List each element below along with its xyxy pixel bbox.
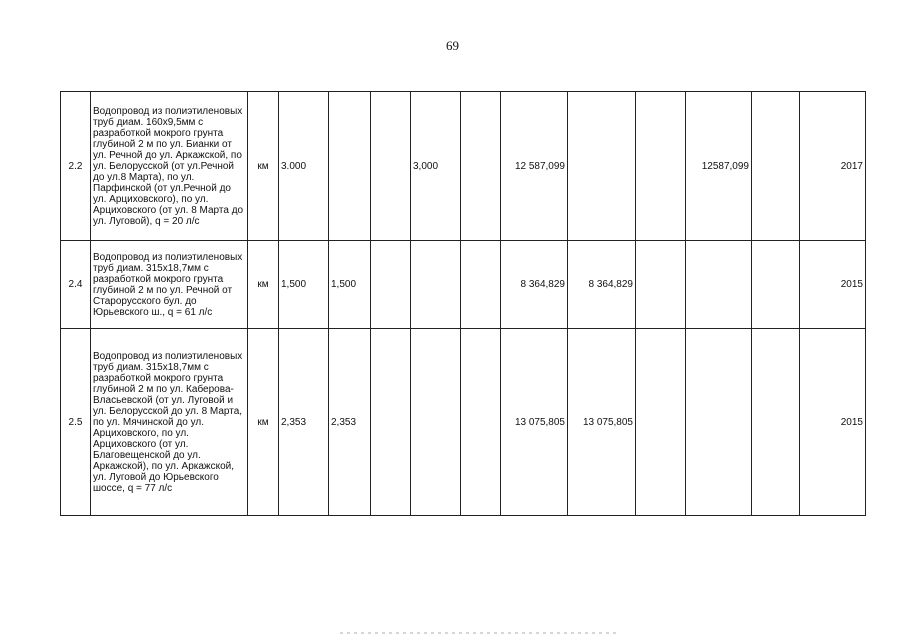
cost-a: 13 075,805: [568, 329, 636, 516]
completion-year: 2015: [800, 241, 866, 329]
cost-a: [568, 92, 636, 241]
cost-total: 12 587,099: [501, 92, 568, 241]
spacer-cell: [461, 329, 501, 516]
cost-total: 8 364,829: [501, 241, 568, 329]
cost-c: [686, 329, 752, 516]
quantity-a: 2,353: [329, 329, 371, 516]
work-description: Водопровод из полиэтиленовых труб диам. 315х18,7мм с разработкой мокрого грунта глубиной 2 м по ул. Речной от Старорусского бул. до Юрьевского ш., q = 61 л/с: [91, 241, 248, 329]
cost-b: [636, 92, 686, 241]
table-row: [61, 241, 866, 329]
unit-cell: км: [248, 92, 279, 241]
cost-d: [752, 329, 800, 516]
quantity-a: 1,500: [329, 241, 371, 329]
quantity-c: 3,000: [411, 92, 461, 241]
works-table: [60, 91, 866, 516]
quantity-a: [329, 92, 371, 241]
quantity-b: [371, 241, 411, 329]
page-number: 69: [446, 38, 459, 53]
table-row: [61, 92, 866, 241]
cost-a: 8 364,829: [568, 241, 636, 329]
unit-cell: км: [248, 329, 279, 516]
spacer-cell: [461, 241, 501, 329]
scan-artifact: [340, 632, 620, 634]
work-description: Водопровод из полиэтиленовых труб диам. 160х9,5мм с разработкой мокрого грунта глубиной 2 м по ул. Бианки от ул. Речной до ул. Аркажской, по ул. Белорусской (от ул.Речной до ул.8 Марта), по ул. Парфинской (от ул.Речной до ул. Арциховского), по ул. Арциховского (от ул. 8 Марта до ул. Луговой), q = 20 л/с: [91, 92, 248, 241]
quantity-total: 1,500: [279, 241, 329, 329]
cost-c: 12587,099: [686, 92, 752, 241]
row-number: 2.4: [61, 241, 91, 329]
cost-b: [636, 241, 686, 329]
completion-year: 2017: [800, 92, 866, 241]
quantity-b: [371, 329, 411, 516]
row-number: 2.2: [61, 92, 91, 241]
completion-year: 2015: [800, 329, 866, 516]
unit-cell: км: [248, 241, 279, 329]
quantity-total: 3.000: [279, 92, 329, 241]
cost-c: [686, 241, 752, 329]
cost-b: [636, 329, 686, 516]
cost-total: 13 075,805: [501, 329, 568, 516]
cost-d: [752, 92, 800, 241]
cost-d: [752, 241, 800, 329]
quantity-total: 2,353: [279, 329, 329, 516]
work-description: Водопровод из полиэтиленовых труб диам. 315х18,7мм с разработкой мокрого грунта глубиной 2 м по ул. Каберова-Власьевской (от ул. Луговой и ул. Белорусской до ул. 8 Марта, по ул. Мячинской до ул. Арциховского, по ул. Арциховского (от ул. Благовещенской до ул. Аркажской), по ул. Аркажской, ул. Луговой до Юрьевского шоссе, q = 77 л/с: [91, 329, 248, 516]
spacer-cell: [461, 92, 501, 241]
table-row: [61, 329, 866, 516]
row-number: 2.5: [61, 329, 91, 516]
quantity-c: [411, 329, 461, 516]
quantity-c: [411, 241, 461, 329]
quantity-b: [371, 92, 411, 241]
